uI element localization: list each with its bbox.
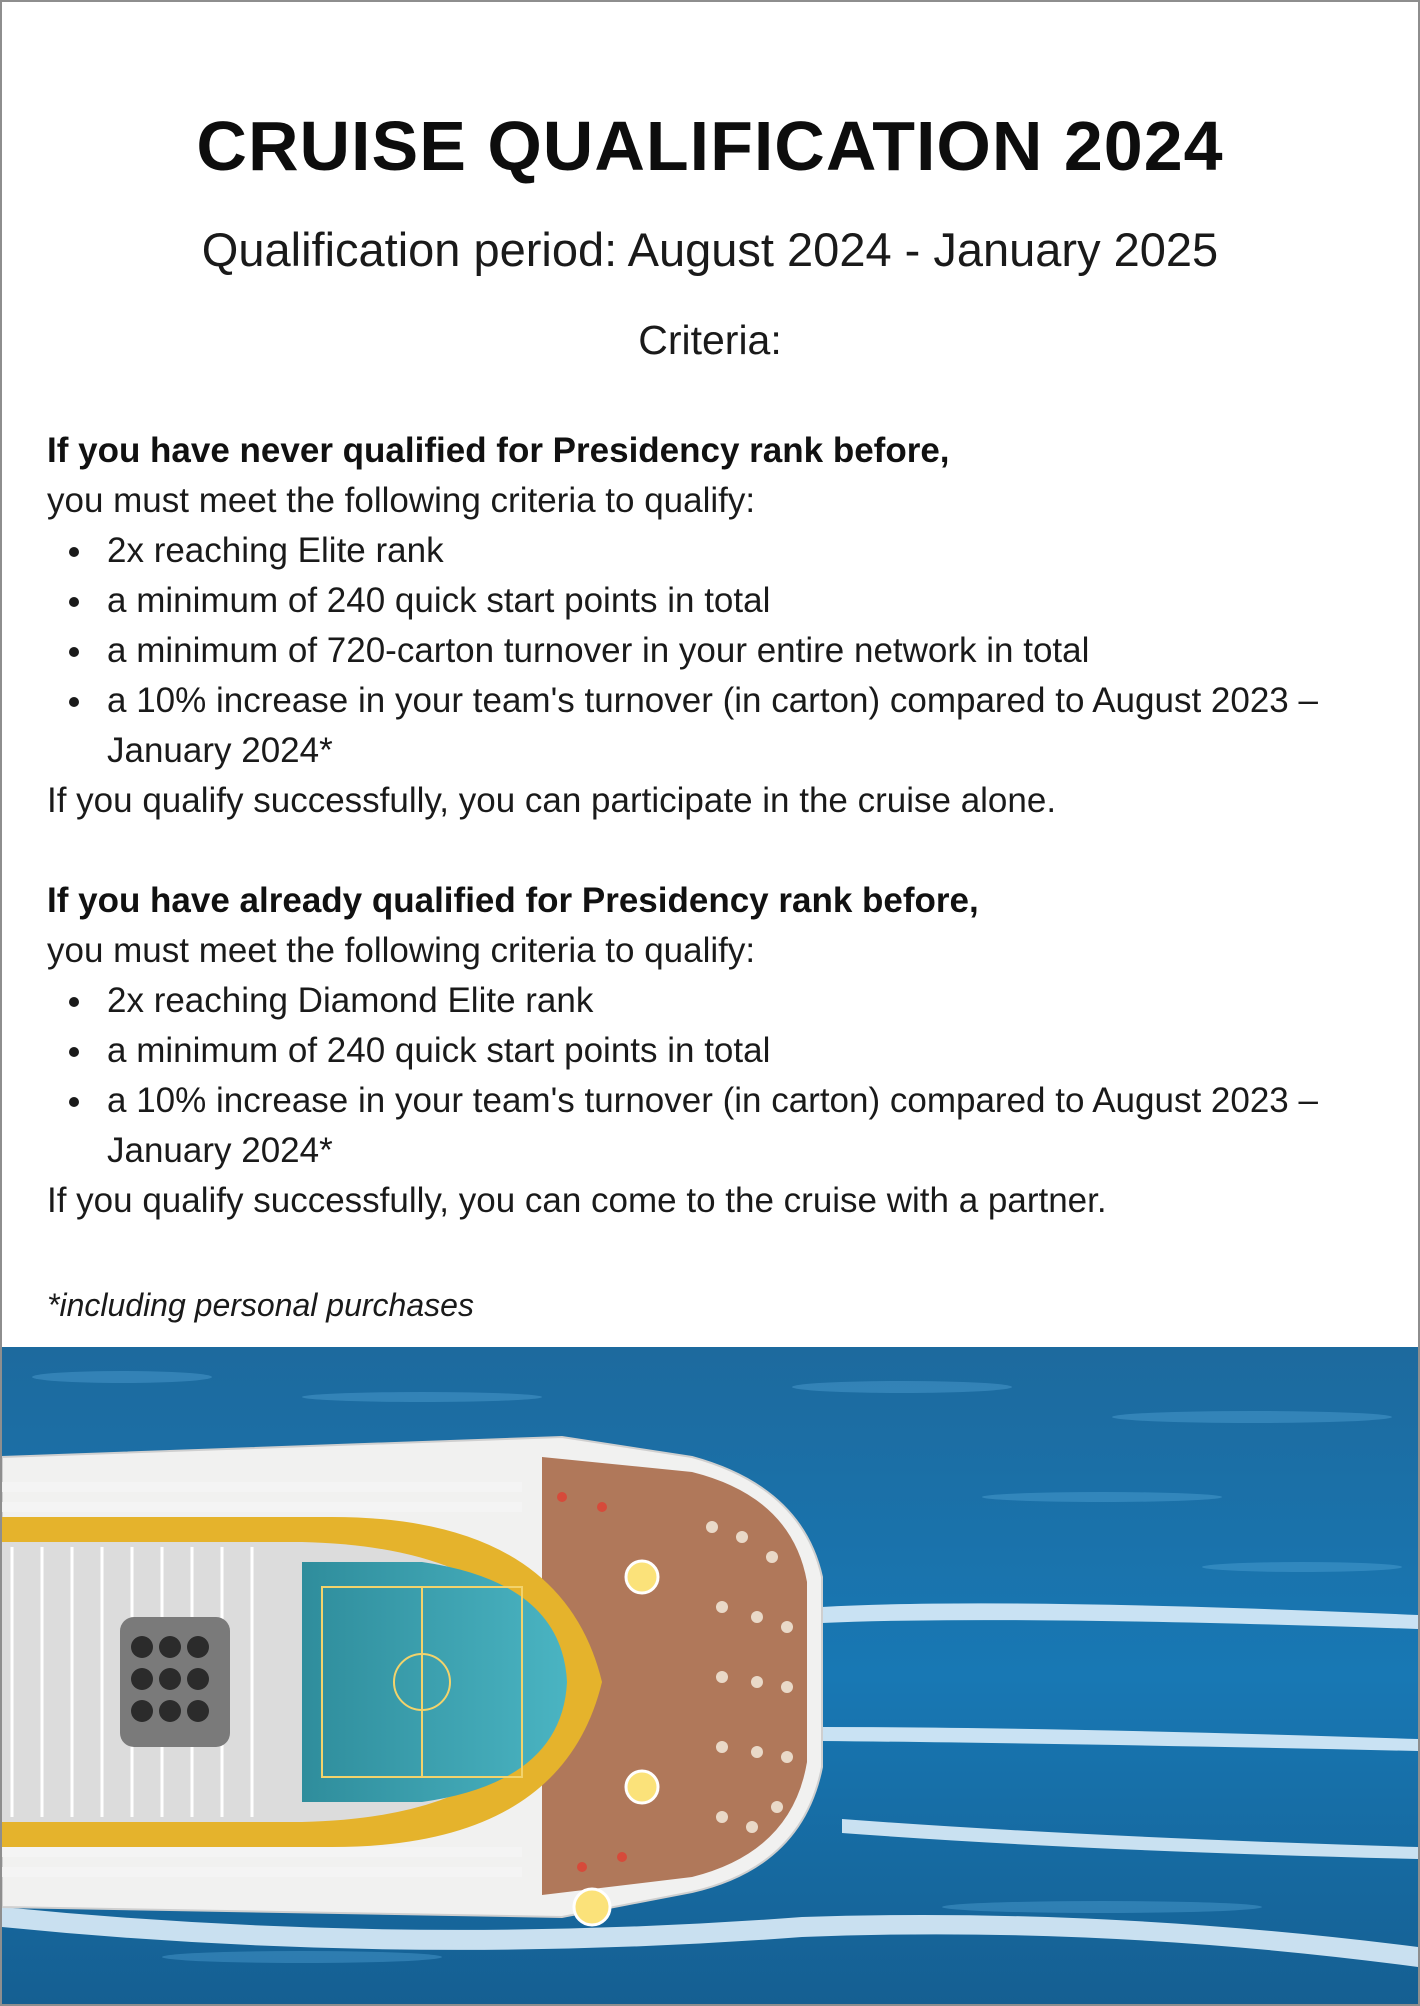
list-item: 2x reaching Elite rank xyxy=(107,526,1388,576)
criteria-list xyxy=(47,526,1388,776)
funnel xyxy=(120,1617,230,1747)
footnote: *including personal purchases xyxy=(47,1287,474,1323)
section-intro: you must meet the following criteria to qualify: xyxy=(47,481,756,520)
list-item: 2x reaching Diamond Elite rank xyxy=(107,976,1388,1026)
list-item: a minimum of 240 quick start points in total xyxy=(107,576,1388,626)
section-outcome: If you qualify successfully, you can participate in the cruise alone. xyxy=(47,781,1057,820)
criteria-content xyxy=(47,426,1388,1226)
section-heading: If you have never qualified for Presidency rank before, xyxy=(47,431,950,470)
qualification-period: Qualification period: August 2024 - January 2025 xyxy=(201,223,1219,276)
cruise-ship-illustration xyxy=(2,1347,1418,2004)
section-intro: you must meet the following criteria to qualify: xyxy=(47,931,756,970)
list-item: a minimum of 720-carton turnover in your entire network in total xyxy=(107,626,1388,676)
list-item: a 10% increase in your team's turnover (in carton) compared to August 2023 – January 2024* xyxy=(107,676,1388,776)
section-never-qualified xyxy=(47,426,1388,826)
criteria-list xyxy=(47,976,1388,1176)
list-item: a minimum of 240 quick start points in total xyxy=(107,1026,1388,1076)
list-item: a 10% increase in your team's turnover (in carton) compared to August 2023 – January 2024* xyxy=(107,1076,1388,1176)
section-heading: If you have already qualified for Presidency rank before, xyxy=(47,881,979,920)
criteria-heading: Criteria: xyxy=(638,317,782,363)
page-title: CRUISE QUALIFICATION 2024 xyxy=(196,107,1224,185)
section-already-qualified xyxy=(47,876,1388,1226)
cruise-ship-photo xyxy=(2,1347,1418,2004)
section-outcome: If you qualify successfully, you can come to the cruise with a partner. xyxy=(47,1181,1107,1220)
section-spacer xyxy=(47,826,1388,876)
